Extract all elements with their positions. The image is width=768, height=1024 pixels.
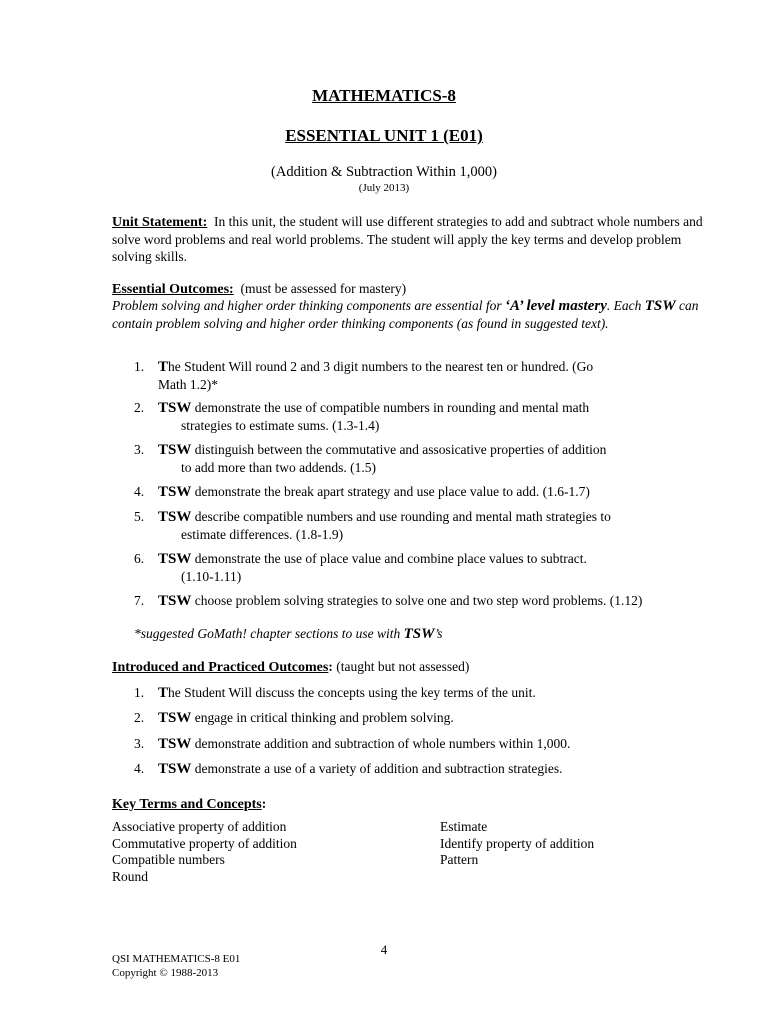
item-tsw: TSW <box>158 593 192 609</box>
intro-text-1: Problem solving and higher order thinking components are essential for <box>112 298 505 313</box>
key-terms-label: Key Terms and Concepts <box>112 797 262 812</box>
key-term: Commutative property of addition <box>112 835 297 851</box>
item-tsw: TSW <box>158 442 192 458</box>
unit-date: (July 2013) <box>358 182 410 194</box>
key-term: Round <box>112 868 149 884</box>
key-term: Associative property of addition <box>112 819 287 834</box>
introduced-item-1 <box>134 684 724 702</box>
key-terms-left-column <box>112 819 297 885</box>
item-tsw: TSW <box>158 484 192 500</box>
key-term: Estimate <box>440 819 488 834</box>
item-text: distinguish between the commutative and assosicative properties of addition <box>191 442 607 457</box>
item-tsw: TSW <box>158 509 192 525</box>
item-text: he Student Will discuss the concepts using the key terms of the unit. <box>168 685 536 700</box>
key-term: Compatible numbers <box>112 852 225 867</box>
key-terms-heading <box>112 795 712 813</box>
course-title: MATHEMATICS-8 <box>312 86 456 105</box>
item-number: 1. <box>134 359 145 374</box>
item-number: 6. <box>134 551 145 566</box>
essential-outcomes-label: Essential Outcomes: <box>112 282 234 297</box>
footer-course: QSI MATHEMATICS-8 E01 <box>112 953 241 965</box>
item-number: 2. <box>134 400 145 415</box>
introduced-outcomes-heading <box>112 658 712 676</box>
unit-statement <box>112 213 712 265</box>
intro-bold-2: TSW <box>644 298 676 314</box>
unit-title: ESSENTIAL UNIT 1 (E01) <box>285 126 483 145</box>
item-text: demonstrate the use of compatible numbers in rounding and mental math <box>191 400 590 415</box>
item-number: 1. <box>134 685 145 700</box>
key-term: Pattern <box>440 852 479 867</box>
essential-outcomes-qualifier: (must be assessed for mastery) <box>240 281 407 296</box>
item-number: 2. <box>134 710 145 725</box>
item-text: choose problem solving strategies to solve one and two step word problems. (1.12) <box>191 593 643 608</box>
item-tsw: TSW <box>158 761 192 777</box>
item-text-cont: to add more than two addends. (1.5) <box>181 460 376 475</box>
item-text: demonstrate a use of a variety of addition and subtraction strategies. <box>191 761 563 776</box>
unit-statement-text: In this unit, the student will use different strategies to add and subtract whole numbers and solve word problems and real world problems. The student will apply the key terms and develop problem solving skills. <box>112 214 703 264</box>
essential-item-5 <box>134 508 724 543</box>
item-number: 5. <box>134 509 145 524</box>
item-number: 4. <box>134 761 145 776</box>
intro-bold-1: ‘A’ level mastery <box>504 298 607 314</box>
item-text: demonstrate addition and subtraction of whole numbers within 1,000. <box>191 736 571 751</box>
essential-item-6 <box>134 550 724 585</box>
key-terms-colon: : <box>261 796 267 811</box>
item-text-cont: (1.10-1.11) <box>181 569 242 584</box>
item-text-cont: strategies to estimate sums. (1.3-1.4) <box>181 418 380 433</box>
gomath-note <box>134 626 442 643</box>
item-text: demonstrate the break apart strategy and use place value to add. (1.6-1.7) <box>191 484 590 499</box>
item-text: he Student Will round 2 and 3 digit numbers to the nearest ten or hundred. (Go <box>168 359 594 374</box>
essential-outcomes-heading <box>112 280 712 298</box>
intro-text-3: can contain problem solving and higher order thinking components (as found in suggested text). <box>112 298 699 331</box>
item-number: 4. <box>134 484 145 499</box>
footer <box>112 952 240 980</box>
item-text-cont: estimate differences. (1.8-1.9) <box>181 527 344 542</box>
item-number: 3. <box>134 442 145 457</box>
unit-statement-label: Unit Statement: <box>112 215 208 230</box>
item-T: T <box>158 685 169 701</box>
item-number: 7. <box>134 593 145 608</box>
introduced-item-3 <box>134 735 724 753</box>
essential-item-2 <box>134 399 724 434</box>
page-number: 4 <box>380 942 388 957</box>
item-text: demonstrate the use of place value and combine place values to subtract. <box>191 551 587 566</box>
essential-item-3 <box>134 441 724 476</box>
item-number: 3. <box>134 736 145 751</box>
item-text: engage in critical thinking and problem solving. <box>191 710 454 725</box>
item-tsw: TSW <box>158 736 192 752</box>
essential-item-1 <box>134 358 724 393</box>
key-term: Identify property of addition <box>440 835 595 851</box>
item-T: T <box>158 359 169 375</box>
item-tsw: TSW <box>158 710 192 726</box>
note-text-2: ’s <box>434 626 443 641</box>
unit-subtitle: (Addition & Subtraction Within 1,000) <box>271 164 497 180</box>
introduced-item-2 <box>134 709 724 727</box>
intro-text-2: . Each <box>606 298 645 313</box>
introduced-item-4 <box>134 760 724 778</box>
introduced-outcomes-label: Introduced and Practiced Outcomes <box>112 660 329 675</box>
item-text: describe compatible numbers and use rounding and mental math strategies to <box>191 509 611 524</box>
key-terms-right-column <box>440 819 594 869</box>
essential-item-4 <box>134 483 724 501</box>
item-tsw: TSW <box>158 400 192 416</box>
note-bold: TSW <box>403 626 435 642</box>
item-text-cont: Math 1.2)* <box>158 377 218 392</box>
essential-item-7 <box>134 592 724 610</box>
footer-copyright: Copyright © 1988-2013 <box>112 967 219 979</box>
introduced-colon: : <box>328 659 333 674</box>
essential-outcomes-intro <box>112 297 712 332</box>
note-text-1: *suggested GoMath! chapter sections to use with <box>134 626 404 641</box>
introduced-qualifier: (taught but not assessed) <box>336 659 470 674</box>
item-tsw: TSW <box>158 551 192 567</box>
